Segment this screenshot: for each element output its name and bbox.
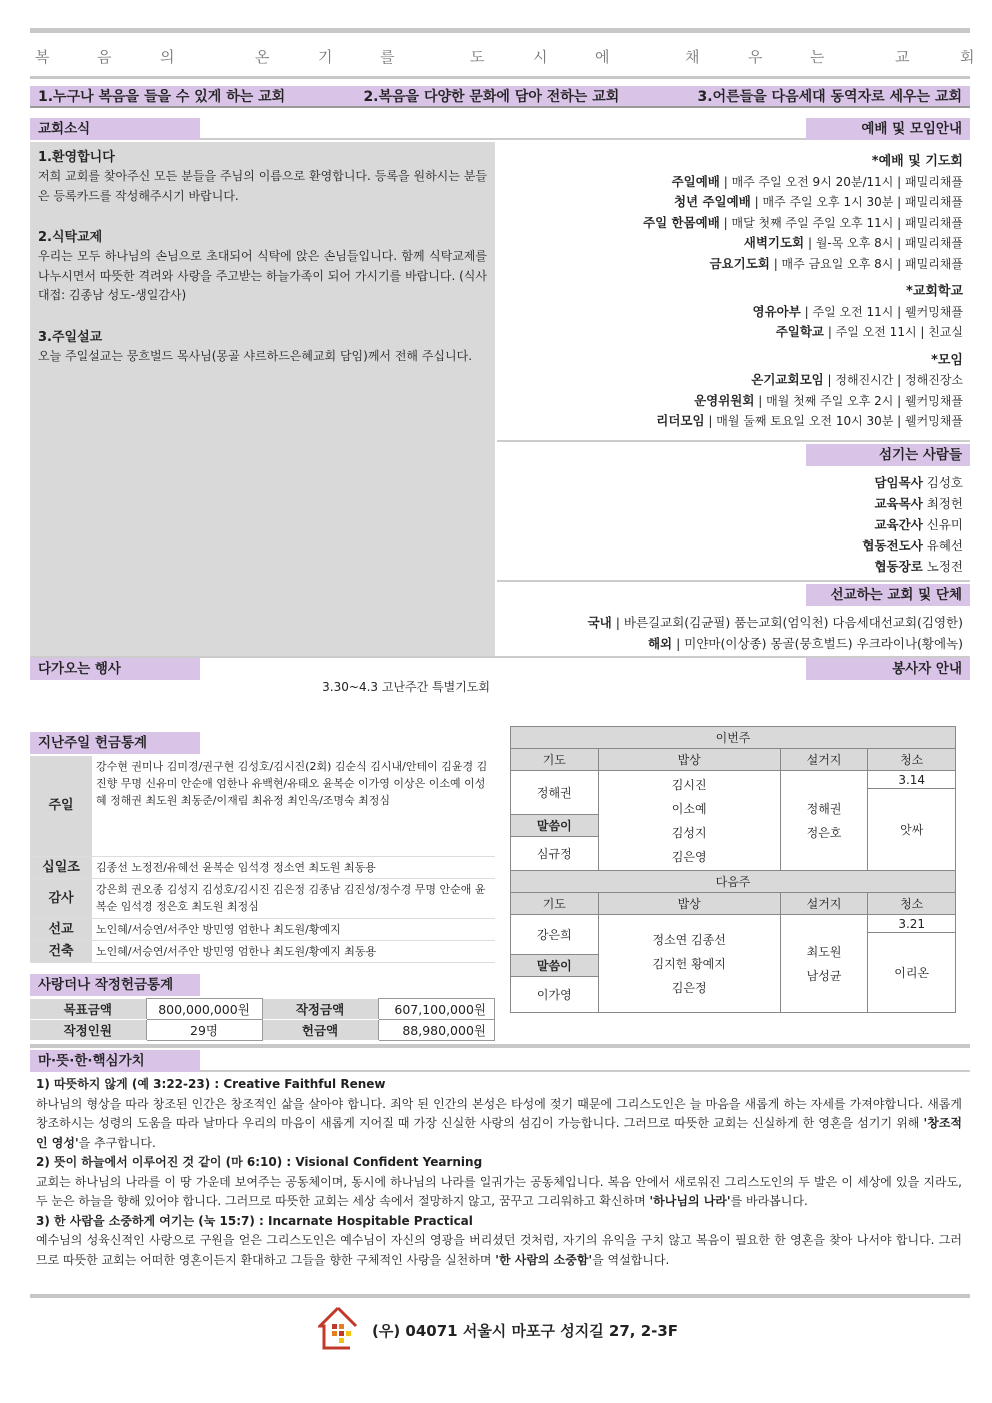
next-week-label: 다음주 bbox=[511, 871, 956, 893]
worship-row bbox=[497, 322, 963, 343]
offering-label: 건축 bbox=[30, 940, 92, 962]
motto-char: 회 bbox=[960, 48, 975, 66]
pledge-key: 헌금액 bbox=[262, 1020, 378, 1041]
meal-names bbox=[598, 915, 780, 1013]
worship-info: | 주일 오전 11시 | 웰커밍채플 bbox=[800, 304, 963, 319]
col-meal: 밥상 bbox=[598, 893, 780, 915]
duty-table bbox=[510, 726, 956, 1013]
worship-name: 새벽기도회 bbox=[743, 235, 805, 250]
value-emphasis: '한 사람의 소중함' bbox=[495, 1252, 593, 1267]
sermon-name: 이가영 bbox=[511, 977, 599, 1013]
worship-name: 금요기도회 bbox=[709, 255, 770, 271]
church-logo-icon bbox=[318, 1306, 358, 1352]
motto-char: 는 bbox=[810, 48, 825, 66]
worship-group-title: *교회학교 bbox=[905, 284, 963, 299]
servers-header: 섬기는 사람들 bbox=[806, 444, 970, 466]
rule bbox=[30, 1294, 970, 1298]
this-week-label: 이번주 bbox=[511, 727, 956, 749]
rule bbox=[200, 138, 806, 140]
mission-row bbox=[497, 633, 963, 654]
worship-info: | 정해진시간 | 정해진장소 bbox=[823, 373, 963, 387]
dish-name: 최도원 bbox=[806, 944, 842, 959]
worship-name: 청년 주일예배 bbox=[673, 194, 751, 209]
rule bbox=[497, 580, 970, 582]
worship-name: 영유아부 bbox=[752, 303, 801, 319]
goal-1: 1.누구나 복음을 들을 수 있게 하는 교회 bbox=[38, 89, 286, 105]
worship-row bbox=[497, 391, 963, 412]
dish-name: 정은호 bbox=[806, 825, 842, 840]
value-body bbox=[36, 1095, 962, 1154]
pledge-key: 작정인원 bbox=[30, 1020, 146, 1041]
worship-info: | 매주 주일 오후 1시 30분 | 패밀리채플 bbox=[750, 195, 963, 209]
dish-names bbox=[780, 915, 868, 1013]
worship-row bbox=[497, 302, 963, 323]
meal-name: 김은영 bbox=[671, 849, 707, 864]
dish-name: 남성균 bbox=[806, 968, 842, 983]
server-name: 유혜선 bbox=[922, 538, 963, 553]
pledge-value: 607,100,000원 bbox=[378, 999, 495, 1020]
worship-info: | 매주 금요일 오후 8시 | 패밀리채플 bbox=[769, 256, 963, 271]
worship-group-title: *예배 및 기도회 bbox=[871, 154, 963, 169]
server-role: 협동전도사 bbox=[862, 538, 923, 553]
missions-list bbox=[497, 612, 963, 654]
dish-name: 정해권 bbox=[806, 801, 842, 816]
value-tail: 을 추구합니다. bbox=[78, 1135, 156, 1150]
pledge-row bbox=[30, 999, 495, 1020]
offering-row bbox=[30, 940, 495, 962]
offering-header: 지난주일 헌금통계 bbox=[30, 732, 200, 754]
offering-names: 강수현 권미나 김미경/권구현 김성호/김시진(2회) 김순식 김시내/안테이 김윤경 김진향 무명 신유미 안순애 엄한나 유백현/유태오 윤복순 이가영 이상은 이소예 이성혜 정해권 최도원 최동준/이재림 최유정 최인옥/조명숙 최정심 bbox=[92, 756, 495, 856]
offering-row bbox=[30, 878, 495, 918]
worship-name: 운영위원회 bbox=[694, 392, 755, 408]
news-title: 1.환영합니다 bbox=[38, 150, 115, 165]
server-row bbox=[497, 535, 963, 556]
value-text: 예수님의 성육신적인 사랑으로 구원을 얻은 그리스도인은 예수님이 자신의 영광을 버리셨던 것처럼, 자기의 유익을 구치 않고 복음이 필요한 한 영혼을 찾아 나서야 합니다. 그러므로 따뜻한 교회는 어떠한 영혼이든지 환대하고 그들을 향한 구체적인 사랑을 실천하며 bbox=[36, 1233, 962, 1267]
dish-names bbox=[780, 771, 868, 871]
mission-info: | 미얀마(이상종) 몽골(뭉흐벌드) 우크라이나(황에녹) bbox=[672, 636, 963, 651]
news-header: 교회소식 bbox=[30, 118, 200, 140]
offering-label: 선교 bbox=[30, 918, 92, 940]
server-role: 담임목사 bbox=[874, 475, 923, 490]
news-body: 저희 교회를 찾아주신 모든 분들을 주님의 이름으로 환영합니다. 등록을 원하시는 분들은 등록카드를 작성해주시기 바랍니다. bbox=[38, 169, 487, 203]
value-text: 교회는 하나님의 나라를 이 땅 가운데 보여주는 공동체이며, 동시에 하나님의 나라를 일궈가는 공동체입니다. 복음 안에서 새로워진 그리스도인의 두 발은 이 세상에 있을 지라도, 두 눈은 하늘을 향해 있어야 합니다. 그러므로 따뜻한 교회는 세상 속에서 절망하지 않고, 꿈꾸고 그리워하고 확신하며 bbox=[36, 1174, 962, 1208]
worship-row bbox=[497, 172, 963, 193]
server-name: 노정전 bbox=[922, 559, 963, 574]
meal-name: 정소연 김종선 bbox=[652, 932, 726, 947]
clean-name: 앗싸 bbox=[868, 789, 956, 871]
server-row bbox=[497, 472, 963, 493]
server-name: 김성호 bbox=[922, 475, 963, 490]
news-box bbox=[30, 142, 495, 656]
value-title: 2) 뜻이 하늘에서 이루어진 것 같이 (마 6:10) : Visional Confident Yearning bbox=[36, 1155, 483, 1169]
pledge-value: 800,000,000원 bbox=[146, 999, 262, 1020]
offering-names: 노인혜/서승연/서주안 방민영 엄한나 최도원/황예지 최동용 bbox=[92, 940, 495, 962]
server-role: 협동장로 bbox=[874, 559, 923, 574]
mission-row bbox=[497, 612, 963, 633]
motto bbox=[30, 46, 975, 72]
offering-names: 노인혜/서승연/서주안 방민영 엄한나 최도원/황예지 bbox=[92, 918, 495, 940]
mission-label: 국내 bbox=[587, 615, 612, 630]
col-meal: 밥상 bbox=[598, 749, 780, 771]
news-item bbox=[38, 328, 487, 367]
server-name: 최정헌 bbox=[922, 496, 963, 511]
mission-info: | 바른길교회(김균필) 품는교회(엄익천) 다음세대선교회(김영한) bbox=[611, 615, 963, 630]
news-title: 3.주일설교 bbox=[38, 329, 103, 345]
server-row bbox=[497, 493, 963, 514]
meal-name: 김은정 bbox=[671, 980, 707, 995]
worship-group-title: *모임 bbox=[931, 352, 963, 368]
offering-names: 김종선 노정전/유혜선 윤복순 임석경 정소연 최도원 최동용 bbox=[92, 856, 495, 878]
server-row bbox=[497, 556, 963, 577]
worship-info: | 매달 첫째 주일 주일 오후 11시 | 패밀리채플 bbox=[719, 215, 963, 230]
value-title: 3) 한 사람을 소중하게 여기는 (눅 15:7) : Incarnate Hospitable Practical bbox=[36, 1213, 473, 1228]
prayer-name: 정해권 bbox=[511, 771, 599, 815]
server-row bbox=[497, 514, 963, 535]
value-body bbox=[36, 1231, 962, 1270]
value-title: 1) 따뜻하지 않게 (예 3:22-23) : Creative Faithful Renew bbox=[36, 1077, 386, 1091]
pledge-key: 목표금액 bbox=[30, 999, 146, 1020]
rule bbox=[200, 1070, 970, 1072]
offering-row bbox=[30, 918, 495, 940]
goal-2: 2.복음을 다양한 문화에 담아 전하는 교회 bbox=[363, 89, 620, 105]
pledge-row bbox=[30, 1020, 495, 1041]
address: (우) 04071 서울시 마포구 성지길 27, 2-3F bbox=[372, 1322, 679, 1340]
worship-name: 온기교회모임 bbox=[751, 372, 824, 387]
worship-info: | 매주 주일 오전 9시 20분/11시 | 패밀리채플 bbox=[719, 174, 963, 189]
rule bbox=[497, 440, 970, 442]
col-clean: 청소 bbox=[868, 893, 956, 915]
pledge-value: 88,980,000원 bbox=[378, 1020, 495, 1041]
worship-list bbox=[497, 152, 963, 432]
motto-char: 를 bbox=[380, 48, 395, 66]
worship-info: | 주일 오전 11시 | 친교실 bbox=[824, 325, 963, 339]
motto-char: 기 bbox=[318, 48, 333, 66]
event-item: 3.30~4.3 고난주간 특별기도회 bbox=[322, 680, 490, 694]
pledge-header: 사랑더나 작정헌금통계 bbox=[30, 974, 200, 996]
pledge-table bbox=[30, 998, 495, 1041]
server-name: 신유미 bbox=[922, 517, 963, 532]
servers-list bbox=[497, 472, 963, 577]
motto-char: 의 bbox=[160, 48, 175, 66]
top-rule bbox=[30, 28, 970, 33]
worship-row bbox=[497, 370, 963, 391]
motto-char: 교 bbox=[895, 48, 910, 66]
church-goals bbox=[30, 86, 970, 108]
motto-char: 복 bbox=[35, 48, 50, 66]
mission-label: 해외 bbox=[647, 636, 673, 651]
offering-label: 주일 bbox=[30, 756, 92, 856]
worship-name: 리더모임 bbox=[656, 413, 705, 428]
sermon-name: 심규정 bbox=[511, 837, 599, 871]
motto-char: 채 bbox=[685, 48, 700, 66]
worship-row bbox=[497, 254, 963, 275]
sermon-label: 말씀이 bbox=[511, 955, 599, 977]
rule bbox=[30, 76, 970, 79]
worship-header: 예배 및 모임안내 bbox=[806, 118, 970, 140]
prayer-name: 강은희 bbox=[511, 915, 599, 955]
value-tail: 를 바라봅니다. bbox=[730, 1194, 808, 1208]
clean-date: 3.21 bbox=[868, 915, 956, 933]
motto-char: 음 bbox=[97, 48, 112, 66]
value-tail: 을 역설합니다. bbox=[592, 1252, 670, 1267]
worship-name: 주일학교 bbox=[775, 324, 825, 339]
rule bbox=[30, 1044, 970, 1048]
server-role: 교육목사 bbox=[874, 496, 923, 511]
value-text: 하나님의 형상을 따라 창조된 인간은 창조적인 삶을 살아야 합니다. 죄악 된 인간의 본성은 타성에 젖기 때문에 그리스도인은 늘 마음을 새롭게 하는 자세를 가져야합니다. 새롭게 창조하시는 성령의 도움을 따라 날마다 우리의 마음이 새롭게 지어질 때 가장 신실한 사랑의 섬김이 가능합니다. 그러므로 따뜻한 교회는 신실하게 한 영혼을 섬기기 위해 bbox=[36, 1096, 962, 1130]
clean-date: 3.14 bbox=[868, 771, 956, 789]
volunteer-header: 봉사자 안내 bbox=[806, 658, 970, 680]
worship-info: | 매월 둘째 토요일 오전 10시 30분 | 웰커밍채플 bbox=[704, 414, 963, 428]
meal-name: 김시진 bbox=[671, 777, 707, 792]
goal-3: 3.어른들을 다음세대 동역자로 세우는 교회 bbox=[697, 89, 962, 105]
offering-row bbox=[30, 756, 495, 856]
col-clean: 청소 bbox=[868, 749, 956, 771]
worship-name: 주일예배 bbox=[671, 173, 720, 189]
meal-name: 이소예 bbox=[671, 801, 707, 816]
motto-char: 도 bbox=[470, 48, 485, 66]
server-role: 교육간사 bbox=[874, 517, 923, 532]
offering-names: 강은희 권오종 김성지 김성호/김시진 김은정 김종남 김진성/정수경 무명 안순애 윤복순 임석경 정은호 최도원 최정심 bbox=[92, 878, 495, 918]
news-body: 우리는 모두 하나님의 손님으로 초대되어 식탁에 앉은 손님들입니다. 함께 식탁교제를 나누시면서 따뜻한 격려와 사랑을 주고받는 하늘가족이 되어 가시기를 바랍니다. (식사대접: 김종남 성도-생일감사) bbox=[38, 249, 487, 302]
worship-row bbox=[497, 411, 963, 432]
offering-table bbox=[30, 756, 495, 963]
pledge-key: 작정금액 bbox=[262, 999, 378, 1020]
offering-label: 십일조 bbox=[30, 856, 92, 878]
col-dish: 설거지 bbox=[780, 749, 868, 771]
motto-char: 시 bbox=[533, 48, 548, 66]
offering-row bbox=[30, 856, 495, 878]
col-dish: 설거지 bbox=[780, 893, 868, 915]
meal-name: 김지헌 황예지 bbox=[652, 956, 726, 971]
col-prayer: 기도 bbox=[511, 893, 599, 915]
sermon-label: 말씀이 bbox=[511, 815, 599, 837]
worship-row bbox=[497, 192, 963, 213]
worship-info: | 매월 첫째 주일 오후 2시 | 웰커밍채플 bbox=[754, 393, 963, 408]
news-item bbox=[38, 148, 487, 206]
motto-char: 에 bbox=[595, 48, 610, 66]
value-body bbox=[36, 1173, 962, 1212]
values-body bbox=[36, 1075, 962, 1270]
news-body: 오늘 주일설교는 뭉흐벌드 목사님(몽골 샤르하드은혜교회 담임)께서 전해 주십니다. bbox=[38, 348, 473, 363]
motto-char: 우 bbox=[748, 48, 763, 66]
meal-name: 김성지 bbox=[671, 825, 707, 840]
missions-header: 선교하는 교회 및 단체 bbox=[806, 584, 970, 606]
worship-info: | 월-목 오후 8시 | 패밀리채플 bbox=[804, 236, 963, 250]
meal-names bbox=[598, 771, 780, 871]
worship-row bbox=[497, 213, 963, 234]
clean-name: 이리온 bbox=[868, 933, 956, 1013]
motto-char: 온 bbox=[255, 48, 270, 66]
pledge-value: 29명 bbox=[146, 1020, 262, 1041]
worship-row bbox=[497, 233, 963, 254]
offering-label: 감사 bbox=[30, 878, 92, 918]
worship-name: 주일 한몸예배 bbox=[643, 214, 720, 230]
value-emphasis: '창조적인 영성' bbox=[36, 1116, 962, 1150]
events-header: 다가오는 행사 bbox=[30, 658, 200, 680]
values-header: 마·뜻·한·핵심가치 bbox=[30, 1050, 200, 1072]
col-prayer: 기도 bbox=[511, 749, 599, 771]
news-item bbox=[38, 228, 487, 306]
value-emphasis: '하나님의 나라' bbox=[649, 1194, 731, 1208]
news-title: 2.식탁교제 bbox=[38, 230, 103, 245]
